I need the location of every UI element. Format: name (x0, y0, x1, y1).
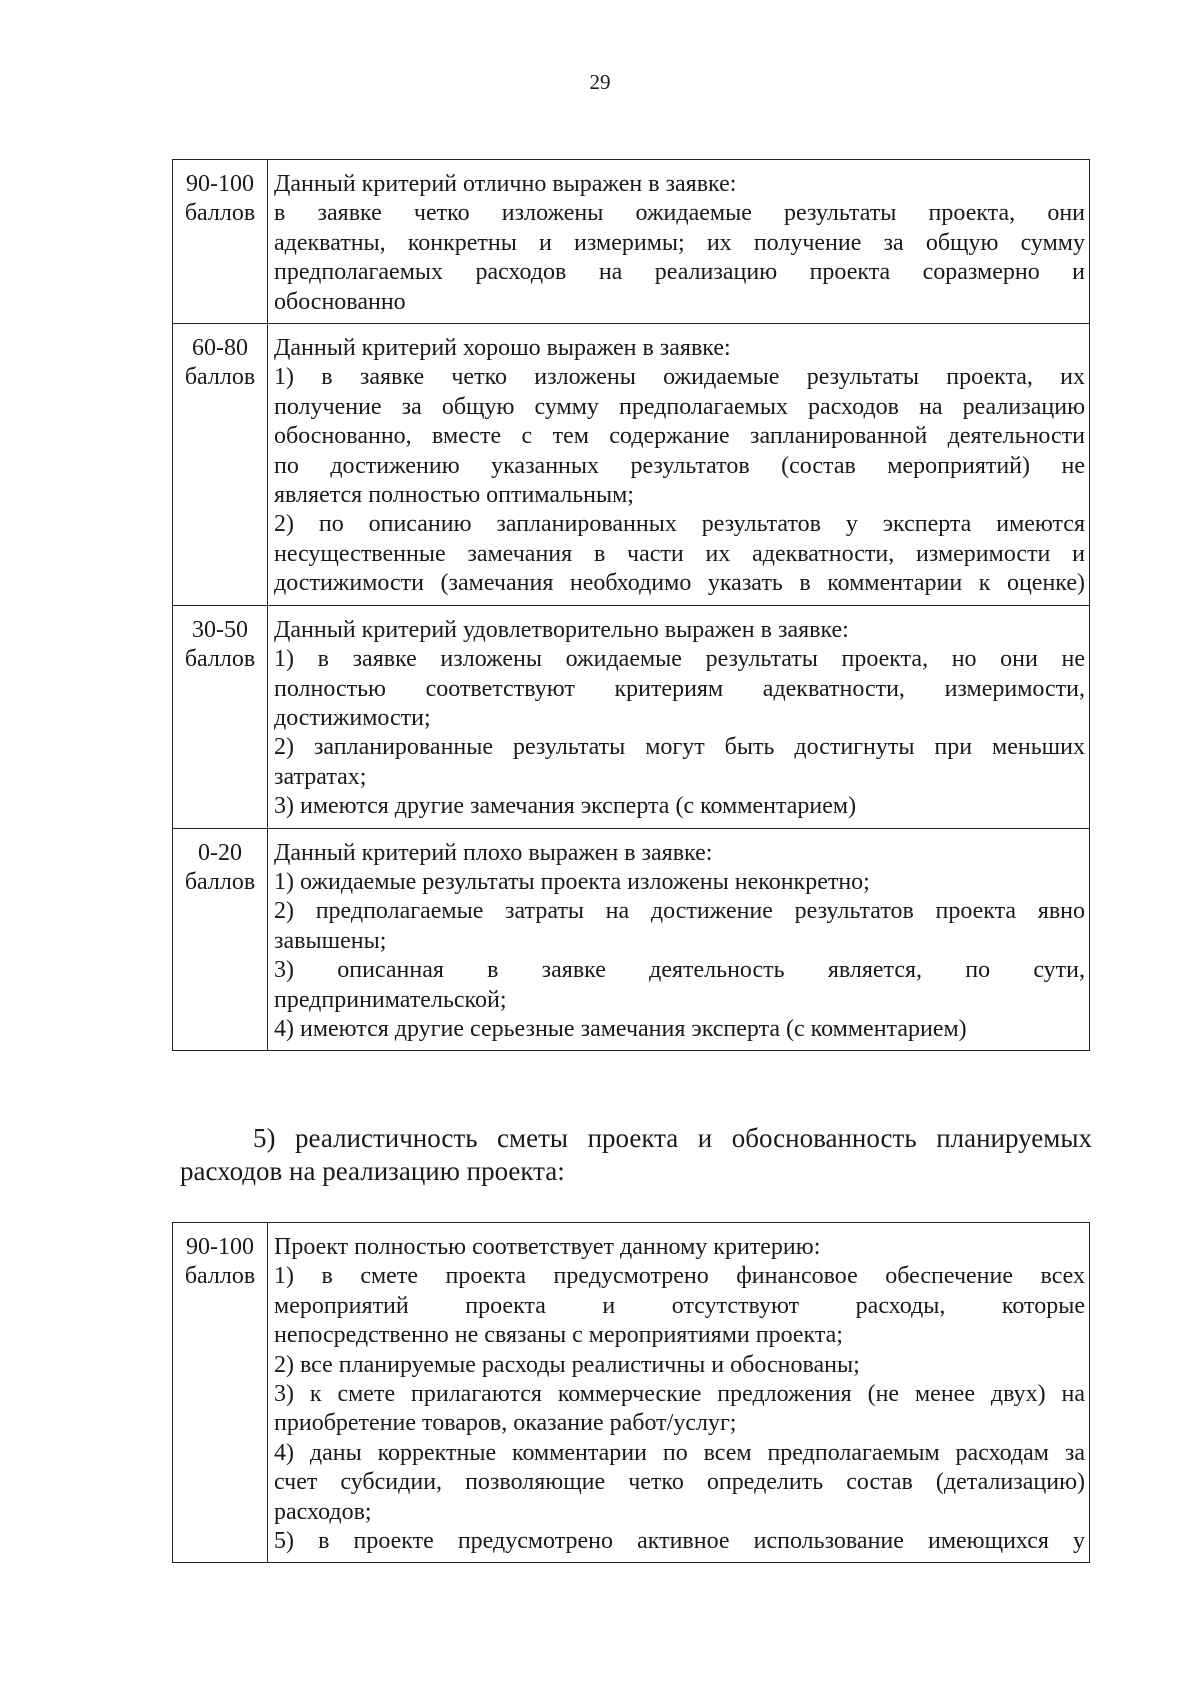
text-line: по достижению указанных результатов (состав мероприятий) не (274, 452, 1085, 479)
text-line: непосредственно не связаны с мероприятиями проекта; (274, 1322, 843, 1349)
description-cell (268, 828, 1090, 1051)
text-line: счет субсидии, позволяющие четко определить состав (детализацию) (274, 1469, 1085, 1496)
text-line: 5) в проекте предусмотрено активное использование имеющихся у (274, 1528, 1085, 1555)
text-line: расходов; (274, 1498, 372, 1525)
text-line: Проект полностью соответствует данному критерию: (274, 1234, 821, 1260)
text-line: мероприятий проекта и отсутствуют расходы, которые (274, 1292, 1085, 1319)
criteria-table-budget (172, 1222, 1090, 1563)
score-unit: баллов (184, 868, 256, 895)
text-line: 1) в заявке изложены ожидаемые результаты проекта, но они не (274, 646, 1085, 673)
text-line: предполагаемых расходов на реализацию проекта соразмерно и (274, 259, 1085, 286)
text-line: 4) имеются другие серьезные замечания эксперта (с комментарием) (274, 1015, 967, 1042)
text-line: 3) к смете прилагаются коммерческие предложения (не менее двух) на (274, 1381, 1085, 1408)
score-unit: баллов (184, 646, 256, 673)
text-line: получение за общую сумму предполагаемых расходов на реализацию (274, 393, 1085, 420)
score-range: 0-20 (198, 839, 242, 866)
text-line: 2) по описанию запланированных результатов у эксперта имеются (274, 511, 1085, 538)
text-line: Данный критерий удовлетворительно выражен в заявке: (274, 616, 849, 643)
table-row (173, 1223, 1090, 1563)
description-cell (268, 605, 1090, 828)
score-unit: баллов (184, 1263, 256, 1290)
text-line: 2) предполагаемые затраты на достижение результатов проекта явно (274, 898, 1085, 925)
text-line: Данный критерий отлично выражен в заявке: (274, 171, 737, 197)
text-line: достижимости; (274, 704, 431, 731)
text-line: несущественные замечания в части их адекватности, измеримости и (274, 540, 1085, 567)
score-range: 30-50 (192, 616, 248, 643)
text-line: полностью соответствуют критериям адекватности, измеримости, (274, 675, 1085, 702)
text-line: 1) в заявке четко изложены ожидаемые результаты проекта, их (274, 364, 1085, 391)
paragraph-line: расходов на реализацию проекта: (180, 1156, 565, 1186)
score-range: 90-100 (186, 1234, 254, 1260)
text-line: 4) даны корректные комментарии по всем предполагаемым расходам за (274, 1439, 1085, 1466)
score-cell (173, 160, 268, 324)
score-cell (173, 828, 268, 1051)
page-number: 29 (589, 70, 611, 94)
text-line: 1) ожидаемые результаты проекта изложены неконкретно; (274, 868, 870, 895)
text-line: приобретение товаров, оказание работ/услуг; (274, 1410, 737, 1437)
description-cell (268, 324, 1090, 606)
text-line: 3) описанная в заявке деятельность является, по сути, (274, 957, 1085, 984)
table-row (173, 828, 1090, 1051)
score-unit: баллов (184, 364, 256, 391)
paragraph-line: 5) реалистичность сметы проекта и обоснованность планируемых (253, 1123, 1092, 1153)
text-line: 2) все планируемые расходы реалистичны и обоснованы; (274, 1351, 860, 1378)
score-range: 60-80 (192, 335, 248, 362)
text-line: обоснованно (274, 288, 406, 315)
text-line: Данный критерий плохо выражен в заявке: (274, 839, 713, 866)
text-line: Данный критерий хорошо выражен в заявке: (274, 335, 731, 362)
section-paragraph (180, 1122, 1092, 1188)
text-line: адекватны, конкретны и измеримы; их получение за общую сумму (274, 229, 1085, 256)
text-line: в заявке четко изложены ожидаемые результаты проекта, они (274, 200, 1085, 227)
text-line: завышены; (274, 927, 387, 954)
score-cell (173, 324, 268, 606)
text-line: 1) в смете проекта предусмотрено финансовое обеспечение всех (274, 1263, 1085, 1290)
text-line: предпринимательской; (274, 986, 507, 1013)
text-line: затратах; (274, 763, 367, 790)
text-line: 3) имеются другие замечания эксперта (с комментарием) (274, 793, 857, 820)
table-row (173, 324, 1090, 606)
score-cell (173, 605, 268, 828)
text-line: обоснованно, вместе с тем содержание запланированной деятельности (274, 423, 1085, 450)
description-cell (268, 160, 1090, 324)
text-line: является полностью оптимальным; (274, 482, 634, 509)
score-range: 90-100 (186, 171, 254, 197)
table-row (173, 605, 1090, 828)
table-row (173, 160, 1090, 324)
score-unit: баллов (184, 200, 256, 227)
score-cell (173, 1223, 268, 1563)
text-line: достижимости (замечания необходимо указать в комментарии к оценке) (274, 570, 1085, 597)
text-line: 2) запланированные результаты могут быть достигнуты при меньших (274, 734, 1085, 761)
description-cell (268, 1223, 1090, 1563)
criteria-table-results (172, 159, 1090, 1051)
